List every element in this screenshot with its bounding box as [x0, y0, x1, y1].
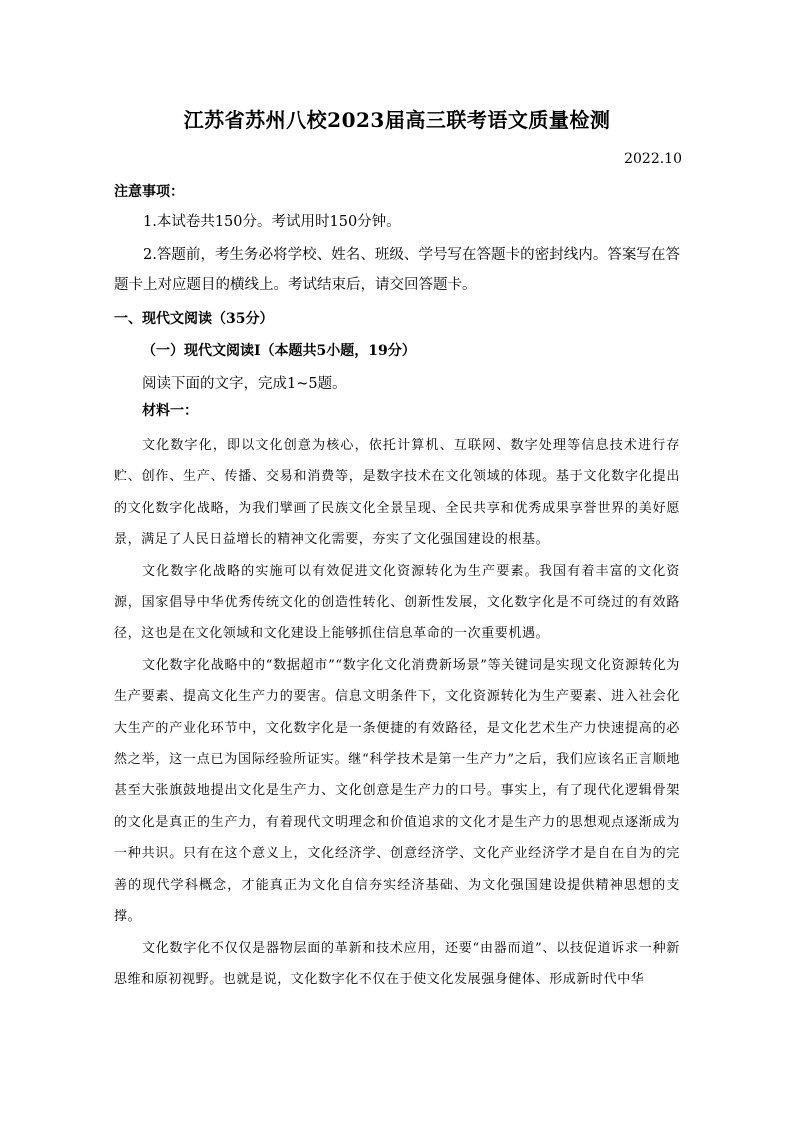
notice-item: 1.本试卷共150分。考试用时150分钟。 — [143, 214, 401, 230]
material-paragraph: 文化数字化战略中的“数据超市”“数字化文化消费新场景”等关键词是实现文化资源转化为生产要素、提高文化生产力的要害。信息文明条件下，文化资源转化为生产要素、进入社会化大生产的产业化环节中，文化数字化是一条便捷的有效路径，是文化艺术生产力快速提高的必然之举，这一点已为国际经验所证实。继“科学技术是第一生产力”之后，我们应该名正言顺地甚至大张旗鼓地提出文化是生产力、文化创意是生产力的口号。事实上，有了现代化逻辑骨架的文化是真正的生产力，有着现代文明理念和价值追求的文化才是生产力的思想观点逐渐成为一种共识。只有在这个意义上，文化经济学、创意经济学、文化产业经济学才是自在自为的完善的现代学科概念，才能真正为文化自信夯实经济基础、为文化强国建设提供精神思想的支撑。 — [114, 657, 680, 925]
material-paragraph: 文化数字化，即以文化创意为核心，依托计算机、互联网、数字处理等信息技术进行存贮、创作、生产、传播、交易和消费等，是数字技术在文化领域的体现。基于文化数字化提出的文化数字化战略，为我们擘画了民族文化全景呈现、全民共享和优秀成果享誉世界的美好愿景，满足了人民日益增长的精神文化需要，夯实了文化强国建设的根基。 — [114, 438, 680, 548]
exam-date: 2022.10 — [624, 151, 682, 167]
material-paragraph: 文化数字化战略的实施可以有效促进文化资源转化为生产要素。我国有着丰富的文化资源，国家倡导中华优秀传统文化的创造性转化、创新性发展，文化数字化是不可绕过的有效路径，这也是在文化领域和文化建设上能够抓住信息革命的一次重要机遇。 — [114, 563, 680, 642]
page-title: 江苏省苏州八校2023届高三联考语文质量检测 — [183, 108, 611, 132]
material-heading: 材料一： — [142, 403, 198, 419]
subsection-heading: （一）现代文阅读Ⅰ（本题共5小题，19分） — [142, 343, 416, 359]
reading-instruction: 阅读下面的文字，完成1~5题。 — [142, 376, 347, 392]
material-paragraph: 文化数字化不仅仅是器物层面的革新和技术应用，还要“由器而道”、以技促道诉求一种新思维和原初视野。也就是说，文化数字化不仅在于使文化发展强身健体、形成新时代中华 — [114, 940, 680, 987]
reading-material — [114, 430, 680, 995]
section-heading: 一、现代文阅读（35分） — [114, 311, 274, 327]
notice-item: 2.答题前，考生务必将学校、姓名、班级、学号写在答题卡的密封线内。答案写在答题卡上对应题目的横线上。考试结束后，请交回答题卡。 — [114, 247, 680, 293]
notice-heading: 注意事项： — [114, 184, 184, 200]
